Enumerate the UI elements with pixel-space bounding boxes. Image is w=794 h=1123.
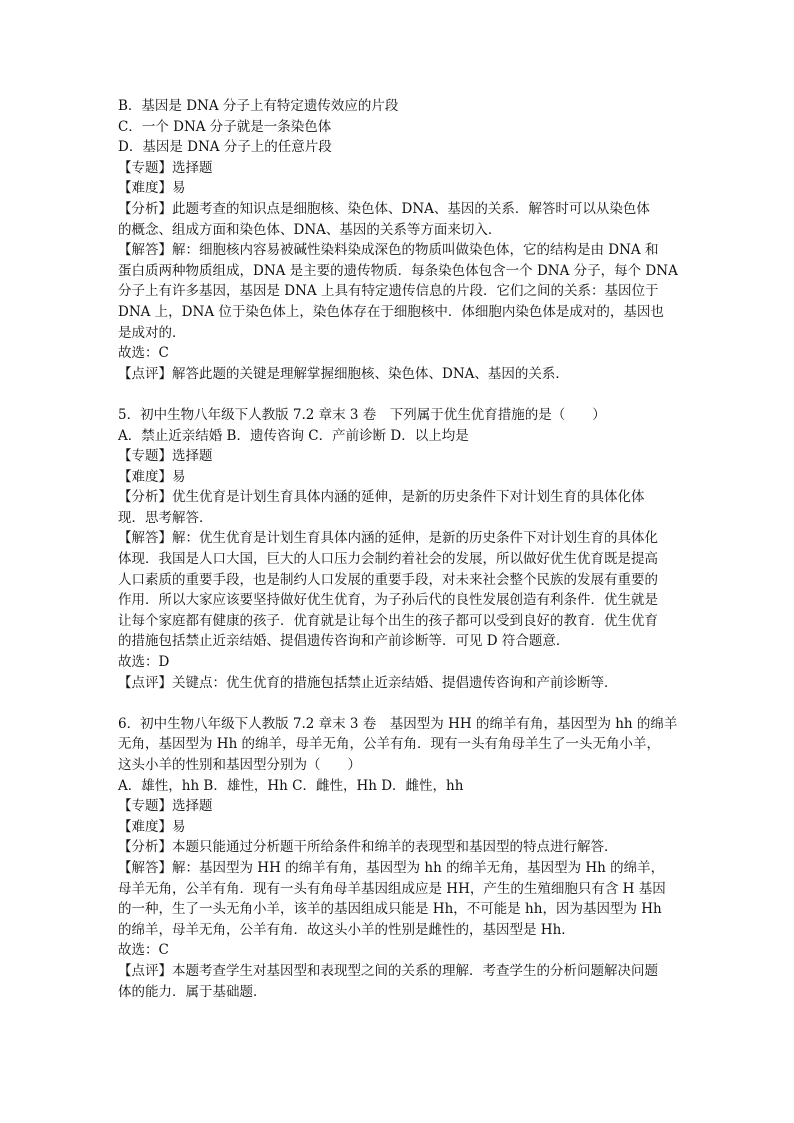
question-stem: 5．初中生物八年级下人教版 7.2 章末 3 卷 下列属于优生优育措施的是（ ） bbox=[118, 406, 606, 423]
question-4-tail bbox=[118, 96, 678, 384]
difficulty-label: 【难度】易 bbox=[118, 180, 186, 197]
document-page bbox=[118, 96, 678, 1002]
analysis-line: 现．思考解答． bbox=[118, 509, 213, 526]
spacer bbox=[118, 693, 678, 714]
answer-line: 【解答】解：优生优育是计划生育具体内涵的延伸，是新的历史条件下对计划生育的具体化 bbox=[118, 530, 658, 547]
answer-line: 人口素质的重要手段，也是制约人口发展的重要手段，对未来社会整个民族的发展有重要的 bbox=[118, 571, 658, 588]
analysis-line: 的概念、组成方面和染色体、DNA、基因的关系等方面来切入． bbox=[118, 221, 502, 238]
choice-line: 故选：C bbox=[118, 345, 169, 362]
answer-line: 体现．我国是人口大国，巨大的人口压力会制约着社会的发展，所以做好优生优育既是提高 bbox=[118, 551, 658, 568]
answer-line: 的一种，生了一头无角小羊，该羊的基因组成只能是 Hh，不可能是 hh，因为基因型为 Hh bbox=[118, 901, 662, 918]
topic-label: 【专题】选择题 bbox=[118, 448, 213, 465]
analysis-line: 【分析】此题考查的知识点是细胞核、染色体、DNA、基因的关系．解答时可以从染色体 bbox=[118, 200, 650, 217]
choice-line: 故选：C bbox=[118, 942, 169, 959]
answer-line: 让每个家庭都有健康的孩子．优育就是让每个出生的孩子都可以受到良好的教育．优生优育 bbox=[118, 612, 658, 629]
question-6 bbox=[118, 714, 678, 1002]
answer-line: 的措施包括禁止近亲结婚、提倡遗传咨询和产前诊断等．可见 D 符合题意． bbox=[118, 633, 570, 650]
answer-line: 作用．所以大家应该要坚持做好优生优育，为子孙后代的良性发展创造有利条件．优生就是 bbox=[118, 592, 658, 609]
option-b: B．基因是 DNA 分子上有特定遗传效应的片段 bbox=[118, 98, 399, 114]
answer-line: 【解答】解：基因型为 HH 的绵羊有角，基因型为 hh 的绵羊无角，基因型为 Hh 的绵羊， bbox=[118, 859, 665, 876]
question-options: A．禁止近亲结婚 B．遗传咨询 C．产前诊断 D．以上均是 bbox=[118, 427, 469, 444]
topic-label: 【专题】选择题 bbox=[118, 159, 213, 176]
option-d: D．基因是 DNA 分子上的任意片段 bbox=[118, 139, 332, 156]
answer-line: 蛋白质两种物质组成，DNA 是主要的遗传物质．每条染色体包含一个 DNA 分子，每个 DNA bbox=[118, 262, 678, 279]
difficulty-label: 【难度】易 bbox=[118, 468, 186, 485]
answer-line: 【解答】解：细胞核内容易被碱性染料染成深色的物质叫做染色体，它的结构是由 DNA 和 bbox=[118, 242, 659, 259]
choice-line: 故选：D bbox=[118, 654, 170, 671]
question-options: A．雄性，hh B．雄性，Hh C．雌性，Hh D．雌性，hh bbox=[118, 777, 464, 794]
spacer bbox=[118, 384, 678, 405]
answer-line: 母羊无角，公羊有角．现有一头有角母羊基因组成应是 HH，产生的生殖细胞只有含 H 基因 bbox=[118, 880, 666, 897]
comment-line: 体的能力．属于基础题． bbox=[118, 983, 267, 1000]
comment-line: 【点评】关键点：优生优育的措施包括禁止近亲结婚、提倡遗传咨询和产前诊断等． bbox=[118, 674, 618, 691]
question-stem: 6．初中生物八年级下人教版 7.2 章末 3 卷 基因型为 HH 的绵羊有角，基因型为 hh 的绵羊 bbox=[118, 715, 678, 732]
answer-line: 分子上有许多基因，基因是 DNA 上具有特定遗传信息的片段．它们之间的关系：基因位于 bbox=[118, 283, 659, 300]
comment-line: 【点评】本题考查学生对基因型和表现型之间的关系的理解．考查学生的分析问题解决问题 bbox=[118, 962, 658, 979]
topic-label: 【专题】选择题 bbox=[118, 798, 213, 815]
analysis-line: 【分析】优生优育是计划生育具体内涵的延伸，是新的历史条件下对计划生育的具体化体 bbox=[118, 489, 645, 506]
option-c: C．一个 DNA 分子就是一条染色体 bbox=[118, 118, 332, 135]
question-stem: 无角，基因型为 Hh 的绵羊，母羊无角，公羊有角．现有一头有角母羊生了一头无角小羊， bbox=[118, 736, 661, 753]
difficulty-label: 【难度】易 bbox=[118, 818, 186, 835]
comment-line: 【点评】解答此题的关键是理解掌握细胞核、染色体、DNA、基因的关系． bbox=[118, 365, 569, 382]
question-5 bbox=[118, 405, 678, 693]
question-stem: 这头小羊的性别和基因型分别为（ ） bbox=[118, 757, 361, 773]
analysis-line: 【分析】本题只能通过分析题干所给条件和绵羊的表现型和基因型的特点进行解答． bbox=[118, 839, 618, 856]
answer-line: 是成对的． bbox=[118, 324, 186, 341]
answer-line: 的绵羊，母羊无角，公羊有角．故这头小羊的性别是雌性的，基因型是 Hh． bbox=[118, 921, 575, 938]
answer-line: DNA 上，DNA 位于染色体上，染色体存在于细胞核中．体细胞内染色体是成对的，基因也 bbox=[118, 303, 664, 320]
